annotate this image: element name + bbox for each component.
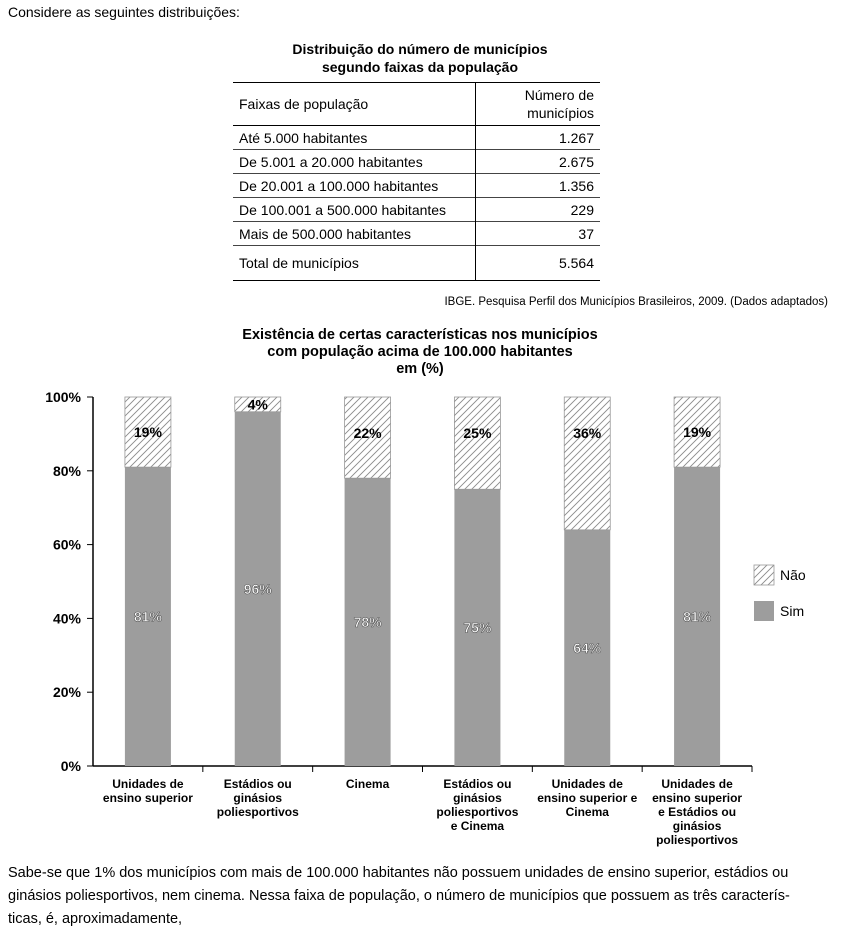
x-category-label: ginásios (233, 791, 283, 805)
x-category-label: Unidades de (551, 777, 623, 791)
bar-label-nao: 19% (133, 424, 162, 441)
bar-label-nao: 22% (353, 425, 382, 441)
bar-nao (564, 397, 610, 530)
x-category-label: poliesportivos (656, 833, 739, 847)
question-line-1: Sabe-se que 1% dos municípios com mais de 100.000 habitantes não possuem unidades de ensino superior, estádios ou (8, 865, 789, 881)
intro-text: Considere as seguintes distribuições: (8, 4, 240, 20)
bar-label-sim: 75% (463, 619, 492, 636)
header-count-line-1: Número de (524, 87, 594, 103)
legend-label-nao: Não (780, 567, 806, 583)
question-line-3: ticas, é, aproximadamente, (8, 911, 183, 927)
x-category-label: ginásios (672, 819, 722, 833)
table-row (233, 126, 600, 150)
x-category-label: Cinema (565, 805, 609, 819)
question-line-2: ginásios poliesportivos, nem cinema. Nessa faixa de população, o número de municípios que possuem as três caracterís- (8, 888, 790, 904)
x-category-label: Estádios ou (443, 777, 512, 791)
chart-title-line-2: com população acima de 100.000 habitantes (267, 344, 573, 360)
x-category-label: ensino superior e (537, 791, 638, 805)
x-category-label: Unidades de (112, 777, 184, 791)
bar-label-nao: 36% (573, 425, 602, 441)
legend-swatch-sim (754, 601, 774, 621)
stacked-bar-chart (0, 380, 860, 860)
table-title (200, 40, 640, 76)
table-title-line-1: Distribuição do número de municípios (292, 41, 548, 57)
x-category-label: e Estádios ou (658, 805, 737, 819)
row-count: 229 (570, 201, 594, 218)
table-row (233, 222, 600, 246)
header-count-line-2: municípios (527, 105, 594, 121)
question-text (8, 862, 848, 931)
y-tick-label: 60% (52, 536, 81, 553)
x-category-label: Unidades de (661, 777, 733, 791)
x-category-label: poliesportivos (436, 805, 519, 819)
legend-swatch-nao (754, 565, 774, 585)
row-range: Até 5.000 habitantes (233, 126, 476, 150)
y-tick-label: 0% (60, 758, 81, 774)
chart-title-line-3: em (%) (396, 361, 444, 377)
bar-label-nao: 19% (683, 424, 712, 441)
table-row (233, 150, 600, 174)
distribution-table (233, 82, 600, 281)
x-category-label: Cinema (345, 777, 390, 791)
total-value: 5.564 (558, 255, 594, 271)
x-category-label: e Cinema (450, 819, 505, 833)
header-population-range: Faixas de população (233, 83, 476, 126)
y-tick-label: 100% (45, 389, 81, 405)
row-range: Mais de 500.000 habitantes (233, 222, 476, 246)
y-tick-label: 20% (52, 684, 81, 701)
legend-label-sim: Sim (780, 603, 805, 619)
row-range: De 5.001 a 20.000 habitantes (233, 150, 476, 174)
x-category-label: ginásios (453, 791, 502, 805)
y-tick-label: 80% (52, 462, 81, 479)
x-category-label: poliesportivos (216, 805, 299, 819)
table-source: IBGE. Pesquisa Perfil dos Municípios Brasileiros, 2009. (Dados adaptados) (444, 296, 828, 308)
bar-label-nao: 4% (247, 396, 268, 413)
bar-nao (454, 397, 500, 489)
table-row (233, 198, 600, 222)
table-total-row (233, 246, 600, 281)
x-category-label: Estádios ou (223, 777, 292, 791)
chart-title (180, 327, 660, 378)
table-header-row (233, 83, 600, 126)
x-category-label: ensino superior (102, 791, 193, 805)
bar-label-sim: 64% (573, 639, 602, 656)
bar-label-sim: 81% (133, 608, 162, 625)
row-count: 1.267 (558, 129, 594, 146)
bar-label-nao: 25% (463, 425, 492, 441)
header-municipality-count (476, 83, 601, 126)
bar-label-sim: 96% (243, 580, 272, 597)
table-row (233, 174, 600, 198)
row-range: De 20.001 a 100.000 habitantes (233, 174, 476, 198)
row-count: 2.675 (558, 153, 594, 170)
x-category-label: ensino superior (652, 791, 743, 805)
y-tick-label: 40% (52, 610, 81, 627)
bar-label-sim: 81% (683, 608, 712, 625)
bar-label-sim: 78% (353, 614, 382, 631)
row-count: 1.356 (558, 177, 594, 194)
table-title-line-2: segundo faixas da população (321, 59, 519, 75)
row-range: De 100.001 a 500.000 habitantes (233, 198, 476, 222)
row-count: 37 (578, 225, 594, 242)
chart-title-line-1: Existência de certas características nos municípios (242, 327, 598, 343)
total-label: Total de municípios (233, 246, 476, 281)
